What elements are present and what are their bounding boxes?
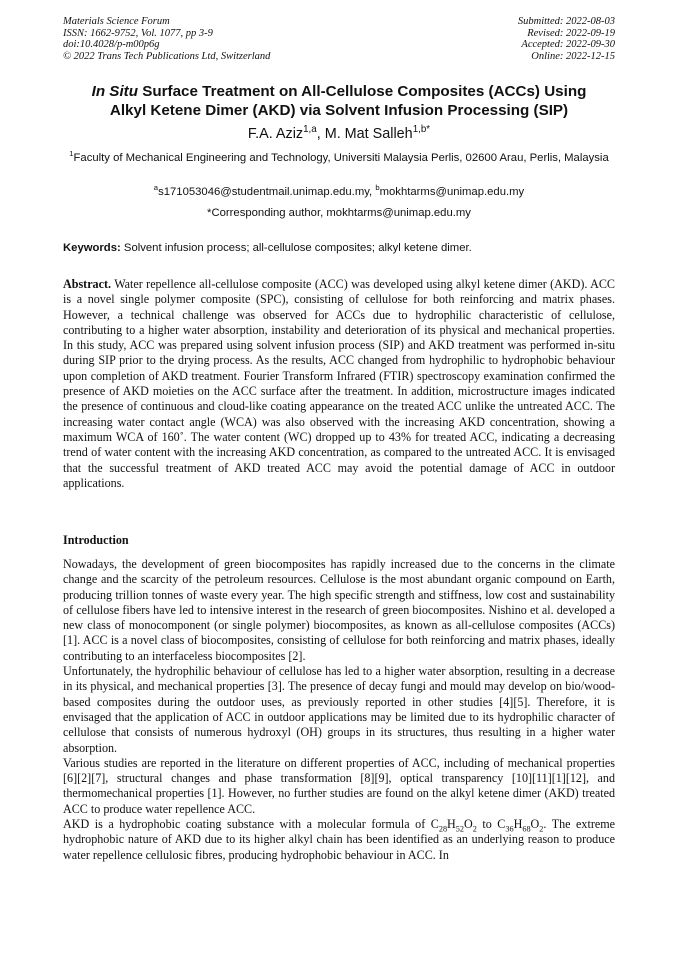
author-1-sup: 1,a bbox=[303, 124, 317, 136]
intro-paragraph-4 bbox=[63, 817, 615, 863]
date-online: Online: 2022-12-15 bbox=[531, 50, 615, 62]
keywords-text: Solvent infusion process; all-cellulose composites; alkyl ketene dimer. bbox=[120, 242, 472, 254]
formula-sub: 2 bbox=[539, 824, 544, 834]
intro-paragraph-1: Nowadays, the development of green biocomposites has rapidly increased due to the concerns in the climate change and the scarcity of the petroleum resources. Cellulose is the most abundant organic compound on Earth, producing trillion tonnes of waste every year. The high specific strength and stiffness, low cost and sustainability of cellulose fibers have led to intensive interest in the research of green biocomposites. Nishino et al. developed a new class of monocomponent (or single polymer) biocomposites, as known as all-cellulose composites (ACCs) [1]. ACC is a novel class of biocomposites, consisting of cellulose for both reinforcing and matrix phases, ideally contributing to an interfaceless biocomposites [2]. bbox=[63, 557, 615, 663]
section-heading-introduction: Introduction bbox=[63, 533, 129, 547]
formula-sub: 52 bbox=[455, 824, 464, 834]
intro-paragraph-3: Various studies are reported in the literature on different properties of ACC, including of mechanical properties [6][2][7], structural changes and phase transformation [8][9], optical transparency [10][11][1][12], and thermomechanical properties [1]. However, no further studies are found on the alkyl ketene dimer (AKD) treated ACC to produce water repellence ACC. bbox=[63, 755, 615, 816]
formula-sub: 28 bbox=[438, 824, 448, 834]
formula-element: H bbox=[513, 817, 523, 832]
email-a: s171053046@studentmail.unimap.edu.my, bbox=[158, 186, 376, 198]
journal-copyright: © 2022 Trans Tech Publications Ltd, Switzerland bbox=[63, 50, 271, 62]
email-a-sup: a bbox=[153, 183, 159, 193]
author-emails bbox=[60, 185, 618, 200]
formula-element: H bbox=[447, 817, 456, 832]
formula-sub: 2 bbox=[472, 824, 477, 834]
formula-sub: 68 bbox=[522, 824, 531, 834]
author-1: F.A. Aziz bbox=[247, 126, 304, 142]
p4-text-to: to C bbox=[476, 817, 506, 832]
corresponding-author: *Corresponding author, mokhtarms@unimap.edu.my bbox=[207, 207, 471, 219]
title-line-2: Alkyl Ketene Dimer (AKD) via Solvent Infusion Processing (SIP) bbox=[109, 102, 569, 119]
title-line-1: Surface Treatment on All-Cellulose Composites (ACCs) Using bbox=[138, 83, 587, 100]
journal-issn: ISSN: 1662-9752, Vol. 1077, pp 3-9 bbox=[63, 27, 213, 39]
date-revised: Revised: 2022-09-19 bbox=[527, 27, 615, 39]
introduction-body bbox=[63, 557, 615, 863]
p4-text-a: AKD is a hydrophobic coating substance with a molecular formula of C bbox=[63, 817, 439, 832]
journal-name: Materials Science Forum bbox=[63, 16, 170, 27]
author-list bbox=[40, 125, 638, 143]
paper-title bbox=[40, 82, 638, 120]
affiliation bbox=[60, 150, 618, 166]
author-separator: , bbox=[316, 126, 325, 142]
affiliation-sup: 1 bbox=[69, 149, 74, 159]
intro-paragraph-2: Unfortunately, the hydrophilic behaviour of cellulose has led to a higher water absorption, resulting in a decrease in its physical, and mechanical properties [3]. The presence of decay fungi and mould may develop on bio/wood-based composites during the outdoor uses, as previously reported in other studies [4][5]. Therefore, it is envisaged that the application of ACC in outdoor applications may be limited due to its hydrophilic character of cellulose that consists of numerous hydroxyl (OH) groups in its structures, thus resulting in a higher water absorption. bbox=[63, 664, 615, 755]
affiliation-text: Faculty of Mechanical Engineering and Technology, Universiti Malaysia Perlis, 02600 Arau, Perlis, Malaysia bbox=[73, 152, 609, 164]
journal-info bbox=[63, 16, 270, 62]
abstract-text: Water repellence all-cellulose composite (ACC) was developed using alkyl ketene dimer (AKD). ACC is a novel single polymer composite (SPC), consisting of cellulose for both reinforcing and matrix phases. However, a technical challenge was observed for ACCs due to hydrophilic characteristic of cellulose, contributing to a higher water absorption, instability and deterioration of its physical and mechanical properties. In this study, ACC was prepared using solvent infusion process (SIP) and AKD treatment was performed in-situ during SIP prior to the drying process. As the results, ACC changed from hydrophilic to hydrophobic behaviour upon completion of AKD treatment. Fourier Transform Infrared (FTIR) spectroscopy examination confirmed the presence of AKD moieties on the ACC surface after the treatment. In addition, microstructure images indicated the presence of continuous and cloud-like coating appearance on the treated ACC unlike the untreated ACC. The increasing water contact angle (WCA) was also observed with the increasing AKD concentration, showing a maximum WCA of 160˚. The water content (WC) dropped up to 43% for treated ACC, indicating a decreasing trend of water content with the increasing AKD concentration, as compared to the untreated ACC. It is envisaged that the successful treatment of AKD treated ACC may avoid the potential damage of ACC in outdoor applications. bbox=[63, 277, 615, 490]
title-italic: In Situ bbox=[91, 83, 138, 100]
abstract-label: Abstract. bbox=[63, 277, 112, 291]
date-submitted: Submitted: 2022-08-03 bbox=[517, 16, 615, 27]
abstract bbox=[63, 277, 615, 491]
date-accepted: Accepted: 2022-09-30 bbox=[521, 39, 615, 50]
formula-sub: 36 bbox=[505, 824, 514, 834]
keywords-label: Keywords: bbox=[63, 242, 121, 254]
journal-doi: doi:10.4028/p-m00p6g bbox=[63, 39, 160, 50]
formula-element: O bbox=[464, 817, 473, 832]
keywords bbox=[63, 241, 615, 256]
author-2-sup: 1,b* bbox=[412, 124, 431, 136]
publication-dates bbox=[518, 16, 615, 62]
email-b: mokhtarms@unimap.edu.my bbox=[379, 186, 525, 198]
p4-text-b: . The extreme hydrophobic nature of AKD due to its higher alkyl chain has been identified as an underlying reason to produce water repellence cellulosic fibres, producing hydrophobic behaviour in ACC. In bbox=[63, 817, 615, 862]
formula-element: O bbox=[530, 817, 540, 832]
author-2: M. Mat Salleh bbox=[324, 126, 413, 142]
email-b-sup: b bbox=[375, 183, 380, 193]
